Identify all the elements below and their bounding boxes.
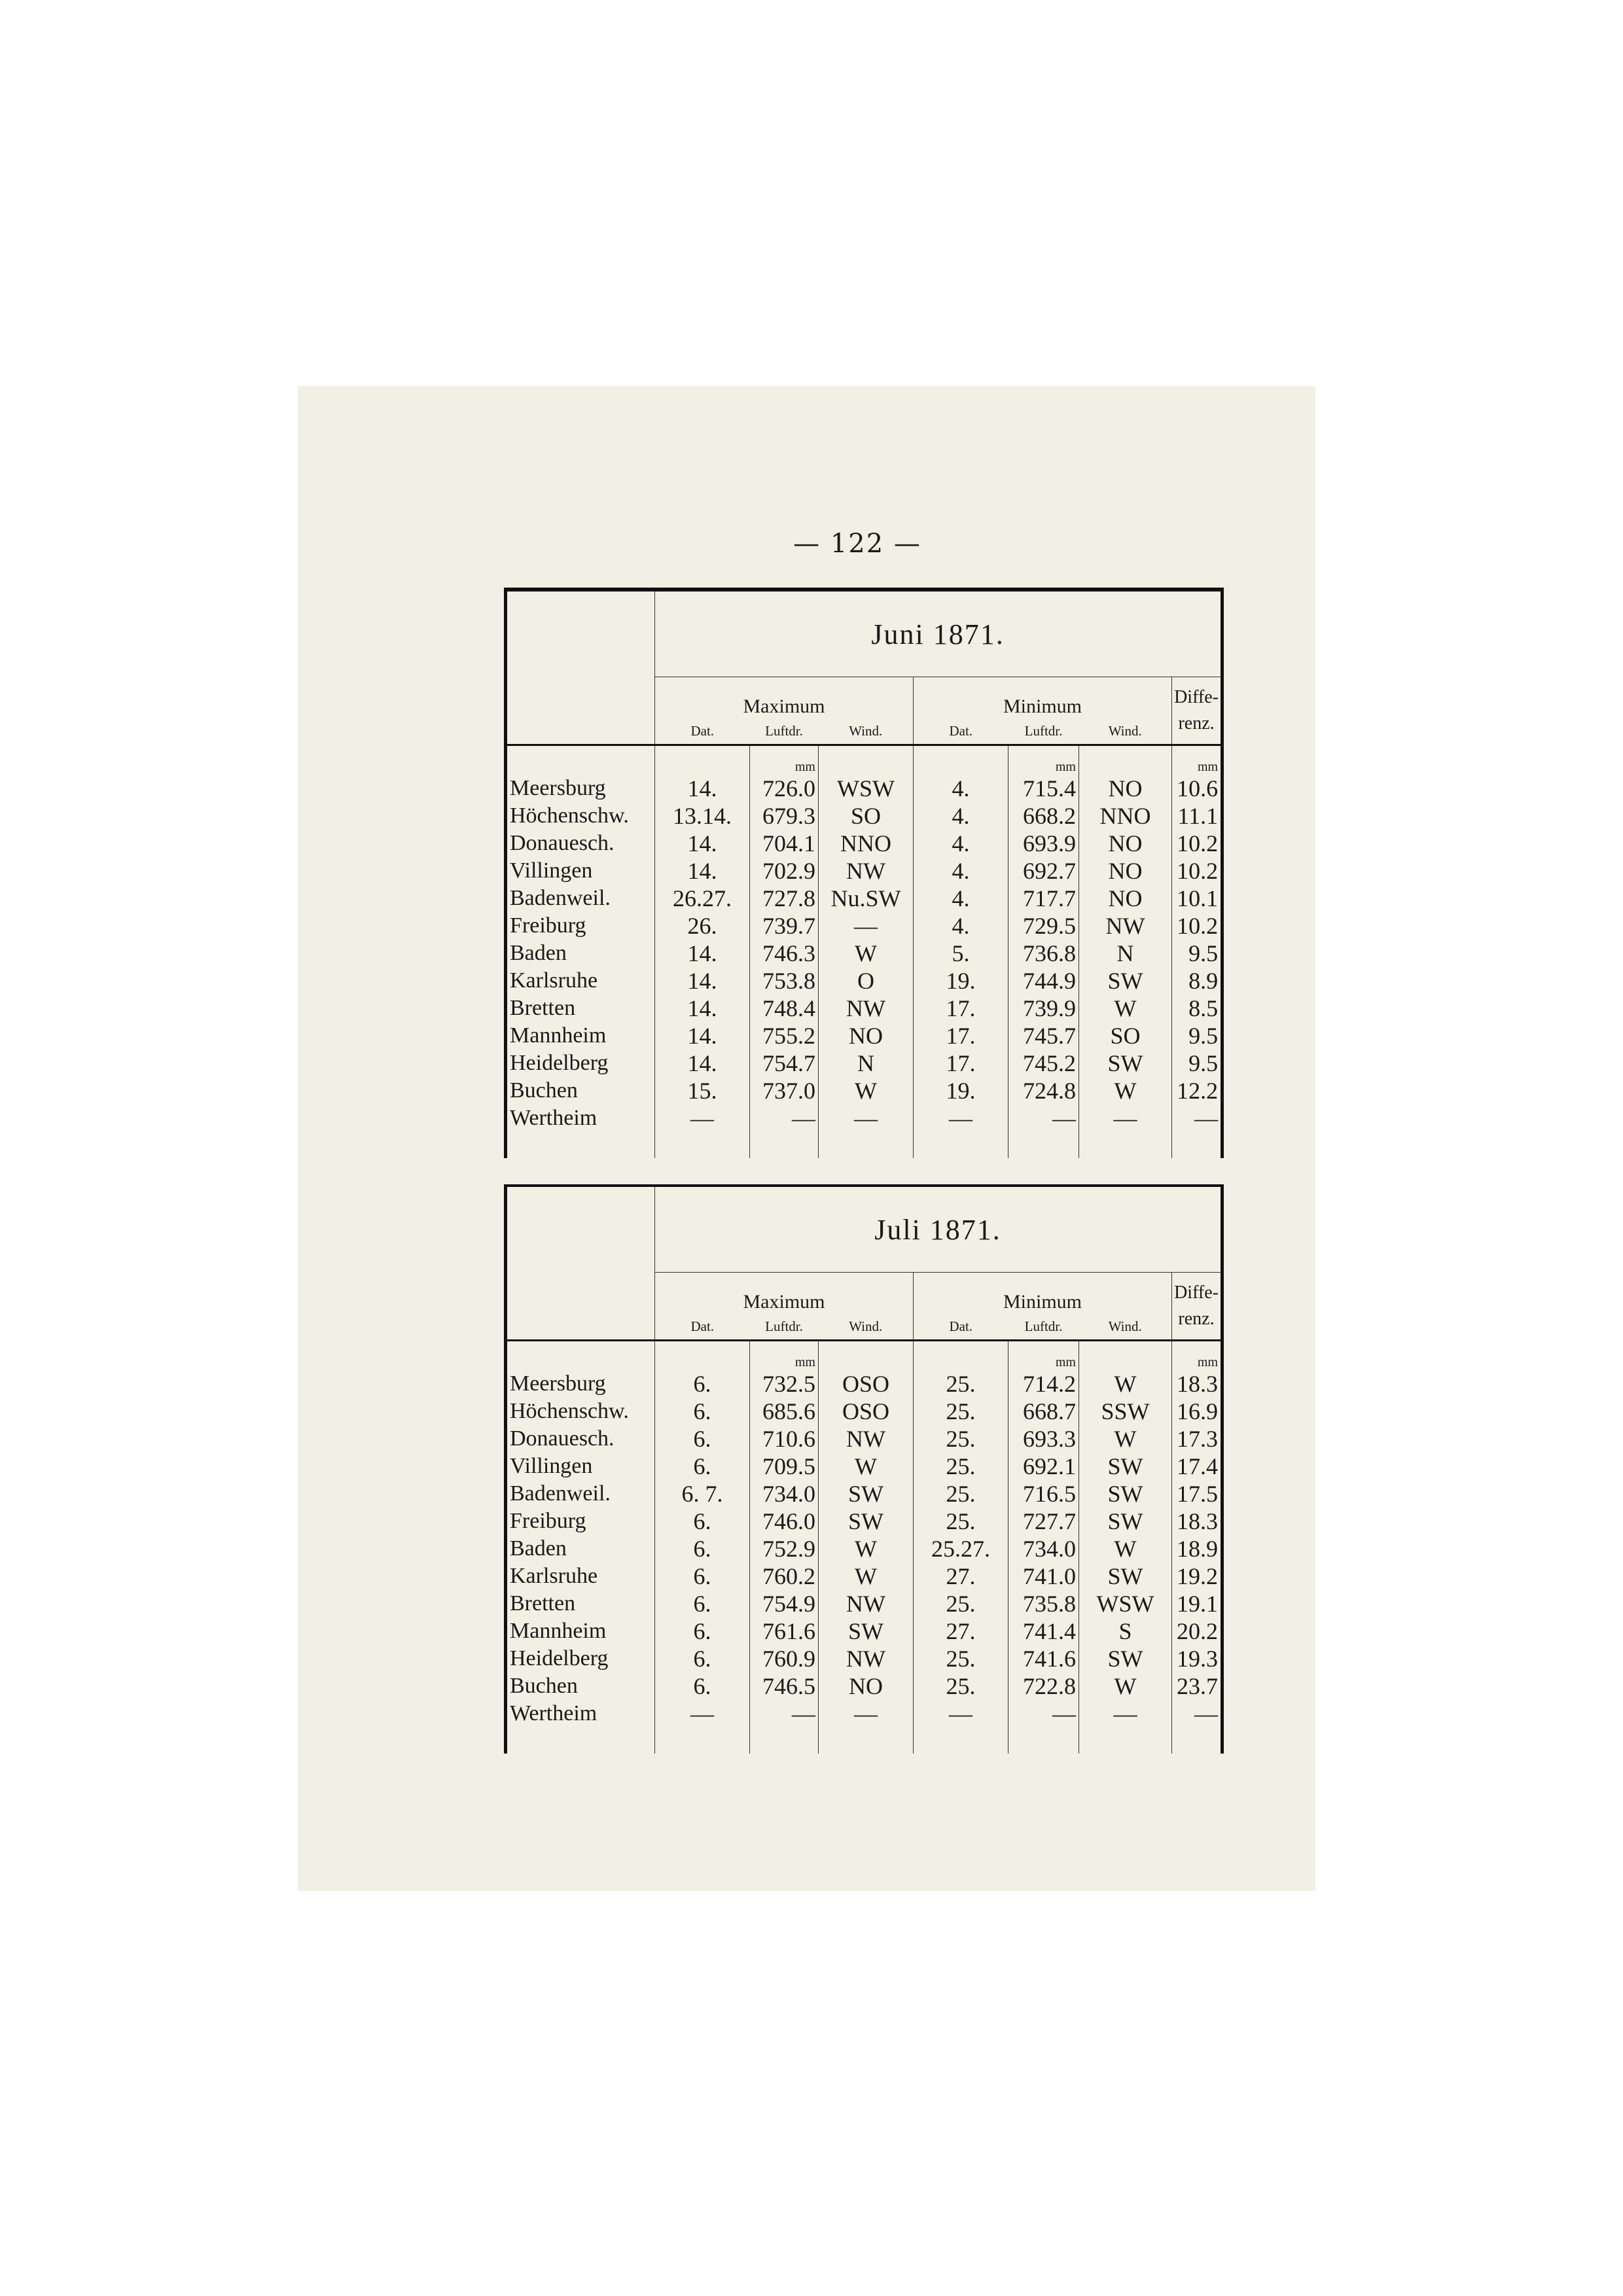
max-wind-cell: WSW [819, 775, 914, 802]
min-wind-cell: NNO [1079, 802, 1172, 830]
max-wind-cell: W [819, 1453, 914, 1480]
max-dat-cell: 14. [655, 830, 750, 857]
min-dat-cell: 17. [914, 995, 1008, 1022]
max-luftdr-cell: 685.6 [750, 1398, 819, 1425]
min-dat-cell: 25. [914, 1590, 1008, 1617]
min-luftdr-header: Luftdr. [1024, 722, 1063, 739]
table-july [504, 1184, 1224, 1754]
table-row [506, 1617, 1222, 1645]
table-row [506, 912, 1222, 940]
month-title: Juli 1871. [655, 1186, 1222, 1273]
max-luftdr-cell: 746.0 [750, 1508, 819, 1535]
min-wind-cell: NW [1079, 912, 1172, 940]
unit-label: mm [1172, 745, 1222, 775]
min-dat-cell: 25. [914, 1672, 1008, 1700]
table-row [506, 1104, 1222, 1132]
min-luftdr-cell: 715.4 [1008, 775, 1079, 802]
max-luftdr-cell: 709.5 [750, 1453, 819, 1480]
station-name: Karlsruhe [506, 1563, 655, 1590]
diff-cell: 9.5 [1172, 940, 1222, 967]
min-dat-cell: 25. [914, 1370, 1008, 1398]
table-row [506, 1590, 1222, 1617]
min-luftdr-cell: 716.5 [1008, 1480, 1079, 1508]
min-luftdr-cell: 744.9 [1008, 967, 1079, 995]
maximum-header: Maximum [655, 1273, 914, 1314]
max-wind-cell: SO [819, 802, 914, 830]
station-name: Heidelberg [506, 1050, 655, 1077]
max-luftdr-cell: 726.0 [750, 775, 819, 802]
max-dat-cell: 6. [655, 1370, 750, 1398]
station-name: Meersburg [506, 1370, 655, 1398]
max-dat-cell: 6. 7. [655, 1480, 750, 1508]
table-row [506, 802, 1222, 830]
table-row [506, 1700, 1222, 1727]
min-dat-cell: 4. [914, 830, 1008, 857]
min-wind-cell: SO [1079, 1022, 1172, 1050]
min-wind-cell: W [1079, 995, 1172, 1022]
max-dat-cell: 15. [655, 1077, 750, 1104]
max-luftdr-cell: 727.8 [750, 885, 819, 912]
table-row [506, 830, 1222, 857]
min-dat-cell: 25. [914, 1508, 1008, 1535]
min-dat-cell: 25. [914, 1453, 1008, 1480]
max-luftdr-cell: 702.9 [750, 857, 819, 885]
min-dat-cell: 25. [914, 1480, 1008, 1508]
min-wind-cell: SW [1079, 1645, 1172, 1672]
diff-cell: 12.2 [1172, 1077, 1222, 1104]
station-name: Freiburg [506, 912, 655, 940]
max-dat-cell: 6. [655, 1535, 750, 1563]
station-name: Bretten [506, 995, 655, 1022]
min-dat-cell: 19. [914, 967, 1008, 995]
max-wind-cell: O [819, 967, 914, 995]
min-luftdr-cell: 741.6 [1008, 1645, 1079, 1672]
max-wind-cell: SW [819, 1617, 914, 1645]
max-luftdr-cell: 679.3 [750, 802, 819, 830]
min-luftdr-cell: 727.7 [1008, 1508, 1079, 1535]
june-body [506, 745, 1222, 1159]
station-header [506, 1186, 655, 1341]
july-body [506, 1341, 1222, 1754]
min-dat-cell: 25. [914, 1398, 1008, 1425]
max-wind-cell: — [819, 1104, 914, 1132]
max-wind-cell: NW [819, 1425, 914, 1453]
station-name: Freiburg [506, 1508, 655, 1535]
min-wind-cell: SSW [1079, 1398, 1172, 1425]
diff-cell: 16.9 [1172, 1398, 1222, 1425]
min-dat-header: Dat. [914, 1313, 1008, 1341]
max-wind-cell: NW [819, 1645, 914, 1672]
station-name: Buchen [506, 1077, 655, 1104]
station-name: Baden [506, 940, 655, 967]
max-dat-cell: 26.27. [655, 885, 750, 912]
max-wind-cell: OSO [819, 1398, 914, 1425]
max-luftdr-cell: 754.7 [750, 1050, 819, 1077]
min-wind-cell: W [1079, 1425, 1172, 1453]
max-wind-cell: — [819, 912, 914, 940]
max-wind-header: Wind. [849, 1318, 883, 1334]
max-luftdr-cell: 737.0 [750, 1077, 819, 1104]
min-wind-cell: WSW [1079, 1590, 1172, 1617]
diff-cell: 8.9 [1172, 967, 1222, 995]
min-wind-cell: W [1079, 1535, 1172, 1563]
min-luftdr-cell: 668.7 [1008, 1398, 1079, 1425]
min-luftdr-cell: — [1008, 1700, 1079, 1727]
max-dat-cell: 6. [655, 1425, 750, 1453]
min-dat-cell: 4. [914, 912, 1008, 940]
diff-cell: 10.2 [1172, 830, 1222, 857]
min-luftdr-cell: 734.0 [1008, 1535, 1079, 1563]
max-dat-cell: 13.14. [655, 802, 750, 830]
table-row [506, 995, 1222, 1022]
station-name: Baden [506, 1535, 655, 1563]
station-name: Höchenschw. [506, 802, 655, 830]
min-wind-cell: SW [1079, 1050, 1172, 1077]
max-dat-cell: 14. [655, 967, 750, 995]
diff-cell: 19.3 [1172, 1645, 1222, 1672]
min-luftdr-cell: 692.1 [1008, 1453, 1079, 1480]
max-luftdr-header: Luftdr. [765, 1318, 803, 1334]
max-luftdr-cell: 732.5 [750, 1370, 819, 1398]
diff-cell: 11.1 [1172, 802, 1222, 830]
min-luftdr-cell: 741.0 [1008, 1563, 1079, 1590]
min-luftdr-cell: 668.2 [1008, 802, 1079, 830]
unit-label: mm [1172, 1341, 1222, 1371]
diff-cell: 10.1 [1172, 885, 1222, 912]
max-dat-cell: 14. [655, 995, 750, 1022]
min-luftdr-cell: 736.8 [1008, 940, 1079, 967]
min-wind-cell: SW [1079, 1453, 1172, 1480]
station-name: Höchenschw. [506, 1398, 655, 1425]
diff-cell: 10.2 [1172, 857, 1222, 885]
max-luftdr-cell: 754.9 [750, 1590, 819, 1617]
month-title: Juni 1871. [655, 590, 1222, 677]
station-name: Donauesch. [506, 1425, 655, 1453]
max-luftdr-cell: 760.2 [750, 1563, 819, 1590]
max-wind-cell: NW [819, 857, 914, 885]
differenz-header: Diffe- renz. [1172, 1273, 1222, 1341]
station-name: Karlsruhe [506, 967, 655, 995]
min-luftdr-cell: 692.7 [1008, 857, 1079, 885]
max-dat-cell: 14. [655, 775, 750, 802]
diff-cell: 8.5 [1172, 995, 1222, 1022]
min-wind-cell: W [1079, 1077, 1172, 1104]
diff-cell: 17.3 [1172, 1425, 1222, 1453]
table-row [506, 1077, 1222, 1104]
min-dat-cell: 4. [914, 885, 1008, 912]
max-wind-cell: Nu.SW [819, 885, 914, 912]
max-wind-cell: W [819, 940, 914, 967]
min-dat-cell: 5. [914, 940, 1008, 967]
max-wind-cell: — [819, 1700, 914, 1727]
table-june [504, 588, 1224, 1158]
station-name: Donauesch. [506, 830, 655, 857]
diff-cell: 20.2 [1172, 1617, 1222, 1645]
max-dat-header: Dat. [655, 1313, 750, 1341]
min-dat-cell: 4. [914, 775, 1008, 802]
min-luftdr-cell: 729.5 [1008, 912, 1079, 940]
min-luftdr-header: Luftdr. [1024, 1318, 1063, 1334]
max-luftdr-cell: 746.3 [750, 940, 819, 967]
min-luftdr-cell: 735.8 [1008, 1590, 1079, 1617]
max-wind-cell: NW [819, 1590, 914, 1617]
station-name: Wertheim [506, 1700, 655, 1727]
diff-cell: 9.5 [1172, 1050, 1222, 1077]
table-row [506, 1370, 1222, 1398]
station-name: Villingen [506, 857, 655, 885]
min-luftdr-cell: — [1008, 1104, 1079, 1132]
unit-label: mm [1008, 1341, 1079, 1371]
max-wind-cell: OSO [819, 1370, 914, 1398]
max-dat-cell: 6. [655, 1590, 750, 1617]
unit-label: mm [750, 1341, 819, 1371]
max-wind-cell: NNO [819, 830, 914, 857]
max-luftdr-cell: 746.5 [750, 1672, 819, 1700]
min-wind-header: Wind. [1108, 722, 1142, 739]
min-dat-cell: 25. [914, 1425, 1008, 1453]
min-wind-cell: — [1079, 1700, 1172, 1727]
diff-cell: 17.4 [1172, 1453, 1222, 1480]
station-name: Meersburg [506, 775, 655, 802]
min-luftdr-cell: 693.3 [1008, 1425, 1079, 1453]
station-name: Badenweil. [506, 885, 655, 912]
max-wind-cell: SW [819, 1480, 914, 1508]
min-dat-cell: 17. [914, 1022, 1008, 1050]
station-name: Villingen [506, 1453, 655, 1480]
diff-cell: 18.9 [1172, 1535, 1222, 1563]
table-row [506, 1535, 1222, 1563]
table-row [506, 967, 1222, 995]
min-dat-cell: 25. [914, 1645, 1008, 1672]
station-name: Badenweil. [506, 1480, 655, 1508]
min-luftdr-cell: 745.7 [1008, 1022, 1079, 1050]
unit-label: mm [1008, 745, 1079, 775]
table-row [506, 857, 1222, 885]
diff-cell: 10.6 [1172, 775, 1222, 802]
min-dat-header: Dat. [914, 718, 1008, 745]
max-wind-cell: SW [819, 1508, 914, 1535]
max-luftdr-cell: 704.1 [750, 830, 819, 857]
diff-cell: 10.2 [1172, 912, 1222, 940]
min-luftdr-cell: 717.7 [1008, 885, 1079, 912]
max-luftdr-cell: 755.2 [750, 1022, 819, 1050]
max-dat-cell: 14. [655, 857, 750, 885]
min-wind-cell: SW [1079, 1480, 1172, 1508]
max-luftdr-cell: 760.9 [750, 1645, 819, 1672]
table-row [506, 1398, 1222, 1425]
diff-cell: 23.7 [1172, 1672, 1222, 1700]
min-wind-cell: — [1079, 1104, 1172, 1132]
min-wind-cell: SW [1079, 967, 1172, 995]
station-name: Mannheim [506, 1617, 655, 1645]
table-row [506, 1508, 1222, 1535]
minimum-header: Minimum [914, 1273, 1172, 1314]
diff-cell: 19.2 [1172, 1563, 1222, 1590]
table-row [506, 775, 1222, 802]
min-wind-cell: W [1079, 1370, 1172, 1398]
unit-label: mm [750, 745, 819, 775]
max-dat-cell: 6. [655, 1453, 750, 1480]
max-dat-cell: 6. [655, 1645, 750, 1672]
min-dat-cell: 17. [914, 1050, 1008, 1077]
max-luftdr-header: Luftdr. [765, 722, 803, 739]
diff-cell: 19.1 [1172, 1590, 1222, 1617]
max-dat-cell: 6. [655, 1563, 750, 1590]
diff-cell: — [1172, 1700, 1222, 1727]
max-dat-cell: 6. [655, 1508, 750, 1535]
table-row [506, 1050, 1222, 1077]
max-dat-cell: — [655, 1104, 750, 1132]
max-luftdr-cell: 710.6 [750, 1425, 819, 1453]
max-wind-cell: W [819, 1535, 914, 1563]
diff-cell: 18.3 [1172, 1370, 1222, 1398]
table-row [506, 1480, 1222, 1508]
min-wind-cell: SW [1079, 1508, 1172, 1535]
table-row [506, 1453, 1222, 1480]
max-wind-cell: W [819, 1563, 914, 1590]
min-dat-cell: — [914, 1104, 1008, 1132]
station-name: Bretten [506, 1590, 655, 1617]
max-wind-cell: NW [819, 995, 914, 1022]
min-luftdr-cell: 693.9 [1008, 830, 1079, 857]
max-luftdr-cell: 753.8 [750, 967, 819, 995]
max-luftdr-cell: 752.9 [750, 1535, 819, 1563]
table-row [506, 1672, 1222, 1700]
station-name: Buchen [506, 1672, 655, 1700]
max-luftdr-cell: 739.7 [750, 912, 819, 940]
max-wind-cell: N [819, 1050, 914, 1077]
min-wind-cell: NO [1079, 775, 1172, 802]
min-dat-cell: 19. [914, 1077, 1008, 1104]
max-wind-header: Wind. [849, 722, 883, 739]
differenz-header: Diffe- renz. [1172, 677, 1222, 745]
min-dat-cell: 25.27. [914, 1535, 1008, 1563]
min-wind-cell: SW [1079, 1563, 1172, 1590]
min-wind-cell: NO [1079, 885, 1172, 912]
station-name: Heidelberg [506, 1645, 655, 1672]
max-luftdr-cell: — [750, 1104, 819, 1132]
diff-cell: 18.3 [1172, 1508, 1222, 1535]
max-luftdr-cell: 734.0 [750, 1480, 819, 1508]
min-dat-cell: 4. [914, 857, 1008, 885]
max-dat-header: Dat. [655, 718, 750, 745]
min-wind-cell: N [1079, 940, 1172, 967]
max-luftdr-cell: 748.4 [750, 995, 819, 1022]
station-name: Wertheim [506, 1104, 655, 1132]
max-dat-cell: 14. [655, 1022, 750, 1050]
min-wind-header: Wind. [1108, 1318, 1142, 1334]
table-row [506, 1425, 1222, 1453]
min-luftdr-cell: 714.2 [1008, 1370, 1079, 1398]
min-wind-cell: NO [1079, 830, 1172, 857]
table-row [506, 1563, 1222, 1590]
max-wind-cell: W [819, 1077, 914, 1104]
max-luftdr-cell: — [750, 1700, 819, 1727]
diff-cell: — [1172, 1104, 1222, 1132]
min-luftdr-cell: 745.2 [1008, 1050, 1079, 1077]
min-wind-cell: S [1079, 1617, 1172, 1645]
diff-cell: 9.5 [1172, 1022, 1222, 1050]
max-luftdr-cell: 761.6 [750, 1617, 819, 1645]
min-dat-cell: 27. [914, 1563, 1008, 1590]
max-dat-cell: 6. [655, 1672, 750, 1700]
max-wind-cell: NO [819, 1672, 914, 1700]
diff-cell: 17.5 [1172, 1480, 1222, 1508]
table-row [506, 940, 1222, 967]
max-dat-cell: 6. [655, 1398, 750, 1425]
max-dat-cell: — [655, 1700, 750, 1727]
table-row [506, 1645, 1222, 1672]
min-luftdr-cell: 722.8 [1008, 1672, 1079, 1700]
table-row [506, 1022, 1222, 1050]
max-dat-cell: 14. [655, 1050, 750, 1077]
min-luftdr-cell: 741.4 [1008, 1617, 1079, 1645]
maximum-header: Maximum [655, 677, 914, 718]
max-wind-cell: NO [819, 1022, 914, 1050]
max-dat-cell: 26. [655, 912, 750, 940]
max-dat-cell: 6. [655, 1617, 750, 1645]
station-name: Mannheim [506, 1022, 655, 1050]
min-dat-cell: — [914, 1700, 1008, 1727]
minimum-header: Minimum [914, 677, 1172, 718]
min-wind-cell: NO [1079, 857, 1172, 885]
page-number: — 122 — [793, 529, 921, 559]
table-row [506, 885, 1222, 912]
min-dat-cell: 4. [914, 802, 1008, 830]
min-dat-cell: 27. [914, 1617, 1008, 1645]
min-luftdr-cell: 724.8 [1008, 1077, 1079, 1104]
station-header [506, 590, 655, 745]
max-dat-cell: 14. [655, 940, 750, 967]
min-wind-cell: W [1079, 1672, 1172, 1700]
min-luftdr-cell: 739.9 [1008, 995, 1079, 1022]
